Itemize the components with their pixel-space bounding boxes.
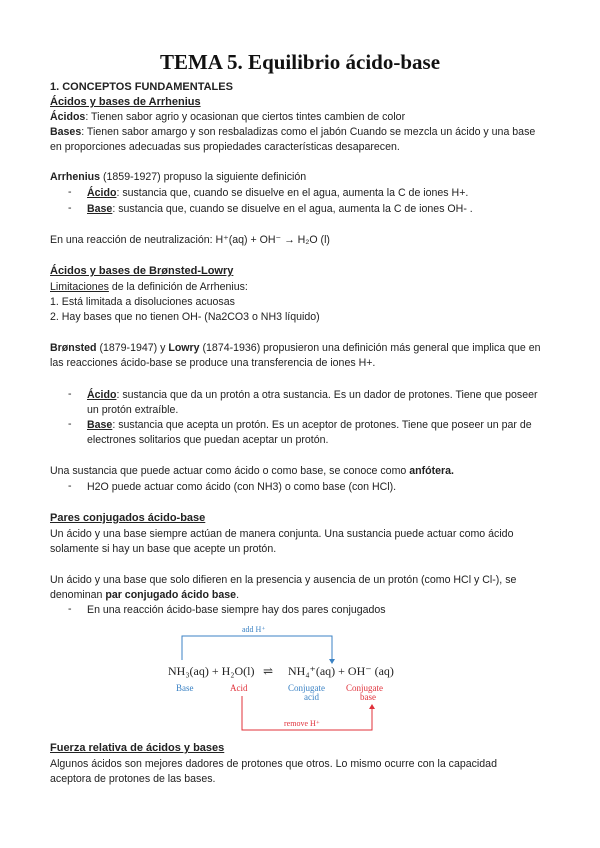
bullet-base-l1 bbox=[87, 418, 532, 433]
limitaciones-line bbox=[50, 280, 248, 294]
bronsted-line-2: las reacciones ácido-base se produce una transferencia de iones H+. bbox=[50, 357, 376, 369]
products: NH₄⁺(aq) + OH⁻ (aq) bbox=[288, 664, 394, 678]
pares-p1-l1: Un ácido y una base siempre actúan de manera conjunta. Una sustancia puede actuar como ácido bbox=[50, 528, 514, 540]
pares-bullet: En una reacción ácido-base siempre hay dos pares conjugados bbox=[87, 604, 386, 616]
bullet-base bbox=[87, 202, 473, 217]
bullet-dash: - bbox=[68, 202, 72, 214]
sub-heading-bronsted: Ácidos y bases de Brønsted-Lowry bbox=[50, 265, 234, 277]
bullet-dash: - bbox=[68, 418, 72, 430]
bullet-dash: - bbox=[68, 388, 72, 400]
anfotera-line bbox=[50, 464, 454, 478]
bullet-dash: - bbox=[68, 186, 72, 198]
equilibrium-arrows: ⇌ bbox=[263, 664, 274, 678]
text: : sustancia que, cuando se disuelve en el agua, aumenta la C de iones H+. bbox=[116, 187, 469, 199]
name: Lowry bbox=[168, 342, 200, 354]
bullet-dash: - bbox=[68, 603, 72, 615]
text: Una sustancia que puede actuar como ácido o como base, se conoce como bbox=[50, 465, 410, 477]
label-acid: Acid bbox=[230, 683, 248, 693]
term: par conjugado ácido base bbox=[105, 589, 237, 601]
text: (1874-1936) propusieron una definición más general que implica que en bbox=[199, 342, 541, 354]
remove-h-arrowhead bbox=[369, 704, 375, 709]
bullet-acido-l2: un protón extraíble. bbox=[87, 404, 179, 416]
term: Bases bbox=[50, 126, 82, 138]
h2o-example: H2O puede actuar como ácido (con NH3) o como base (con HCl). bbox=[87, 481, 397, 493]
text: (1859-1927) propuso la siguiente definición bbox=[100, 171, 307, 183]
bronsted-line-1 bbox=[50, 341, 541, 355]
label-conjugate-acid-1: Conjugate bbox=[288, 683, 325, 693]
term: anfótera. bbox=[409, 465, 454, 477]
page-title: TEMA 5. Equilibrio ácido-base bbox=[159, 50, 441, 74]
pares-p2-l2 bbox=[50, 588, 239, 602]
fuerza-p1-l1: Algunos ácidos son mejores dadores de protones que otros. Lo mismo ocurre con la capacidad bbox=[50, 758, 497, 770]
text: : sustancia que da un protón a otra sustancia. Es un dador de protones. Tiene que poseer bbox=[116, 389, 538, 401]
sub-heading-fuerza: Fuerza relativa de ácidos y bases bbox=[50, 742, 225, 754]
sub-heading-arrhenius: Ácidos y bases de Arrhenius bbox=[50, 96, 201, 108]
text: denominan bbox=[50, 589, 106, 601]
term: Ácido bbox=[87, 389, 117, 401]
term: Base bbox=[87, 419, 113, 431]
bases-line-2: en proporciones adecuadas sus propiedades características desaparecen. bbox=[50, 141, 400, 153]
text: . bbox=[236, 589, 240, 601]
text: de la definición de Arrhenius: bbox=[108, 281, 248, 293]
pares-p2-l1: Un ácido y una base que solo difieren en la presencia y ausencia de un protón (como HCl y Cl-), se bbox=[50, 574, 517, 586]
bullet-acido-l1 bbox=[87, 388, 538, 403]
add-h-label: add H⁺ bbox=[242, 625, 266, 634]
add-h-bracket bbox=[182, 636, 332, 662]
label-conjugate-acid-2: acid bbox=[304, 692, 319, 702]
label-conjugate-base-1: Conjugate bbox=[346, 683, 383, 693]
text: : Tienen sabor amargo y son resbaladizas como el jabón Cuando se mezcla un ácido y una base bbox=[81, 126, 536, 138]
remove-h-label: remove H⁺ bbox=[284, 719, 320, 728]
term: Ácido bbox=[87, 187, 117, 199]
limitacion-1: 1. Está limitada a disoluciones acuosas bbox=[50, 296, 235, 308]
reactants: NH₃(aq) + H₂O(l) bbox=[168, 664, 255, 678]
term: Ácidos bbox=[50, 111, 86, 123]
label-base: Base bbox=[176, 683, 194, 693]
section-heading: 1. CONCEPTOS FUNDAMENTALES bbox=[50, 81, 233, 93]
text: : sustancia que, cuando se disuelve en el agua, aumenta la C de iones OH- . bbox=[112, 203, 473, 215]
sub-heading-pares: Pares conjugados ácido-base bbox=[50, 512, 206, 524]
term: Base bbox=[87, 203, 113, 215]
term: Limitaciones bbox=[50, 281, 109, 293]
bases-line-1 bbox=[50, 125, 535, 139]
name: Brønsted bbox=[50, 342, 97, 354]
fuerza-p1-l2: aceptora de protones de las bases. bbox=[50, 773, 216, 785]
label-conjugate-base-2: base bbox=[360, 692, 376, 702]
text: (1879-1947) y bbox=[96, 342, 169, 354]
text: : Tienen sabor agrio y ocasionan que ciertos tintes cambien de color bbox=[85, 111, 406, 123]
pares-p1-l2: solamente si hay un base que acepte un protón. bbox=[50, 543, 277, 555]
acidos-line bbox=[50, 110, 405, 124]
arrhenius-line bbox=[50, 170, 306, 184]
bullet-dash: - bbox=[68, 480, 72, 492]
limitacion-2: 2. Hay bases que no tienen OH- (Na2CO3 o NH3 líquido) bbox=[50, 311, 320, 323]
conjugate-pairs-diagram bbox=[160, 618, 420, 734]
text: : sustancia que acepta un protón. Es un aceptor de protones. Tiene que poseer un par de bbox=[112, 419, 532, 431]
bullet-base-l2: electrones solitarios que puedan aceptar un protón. bbox=[87, 434, 329, 446]
name: Arrhenius bbox=[50, 171, 101, 183]
bullet-acido bbox=[87, 186, 468, 201]
neutralization-line: En una reacción de neutralización: H⁺(aq) + OH⁻ → H₂O (l) bbox=[50, 234, 330, 246]
